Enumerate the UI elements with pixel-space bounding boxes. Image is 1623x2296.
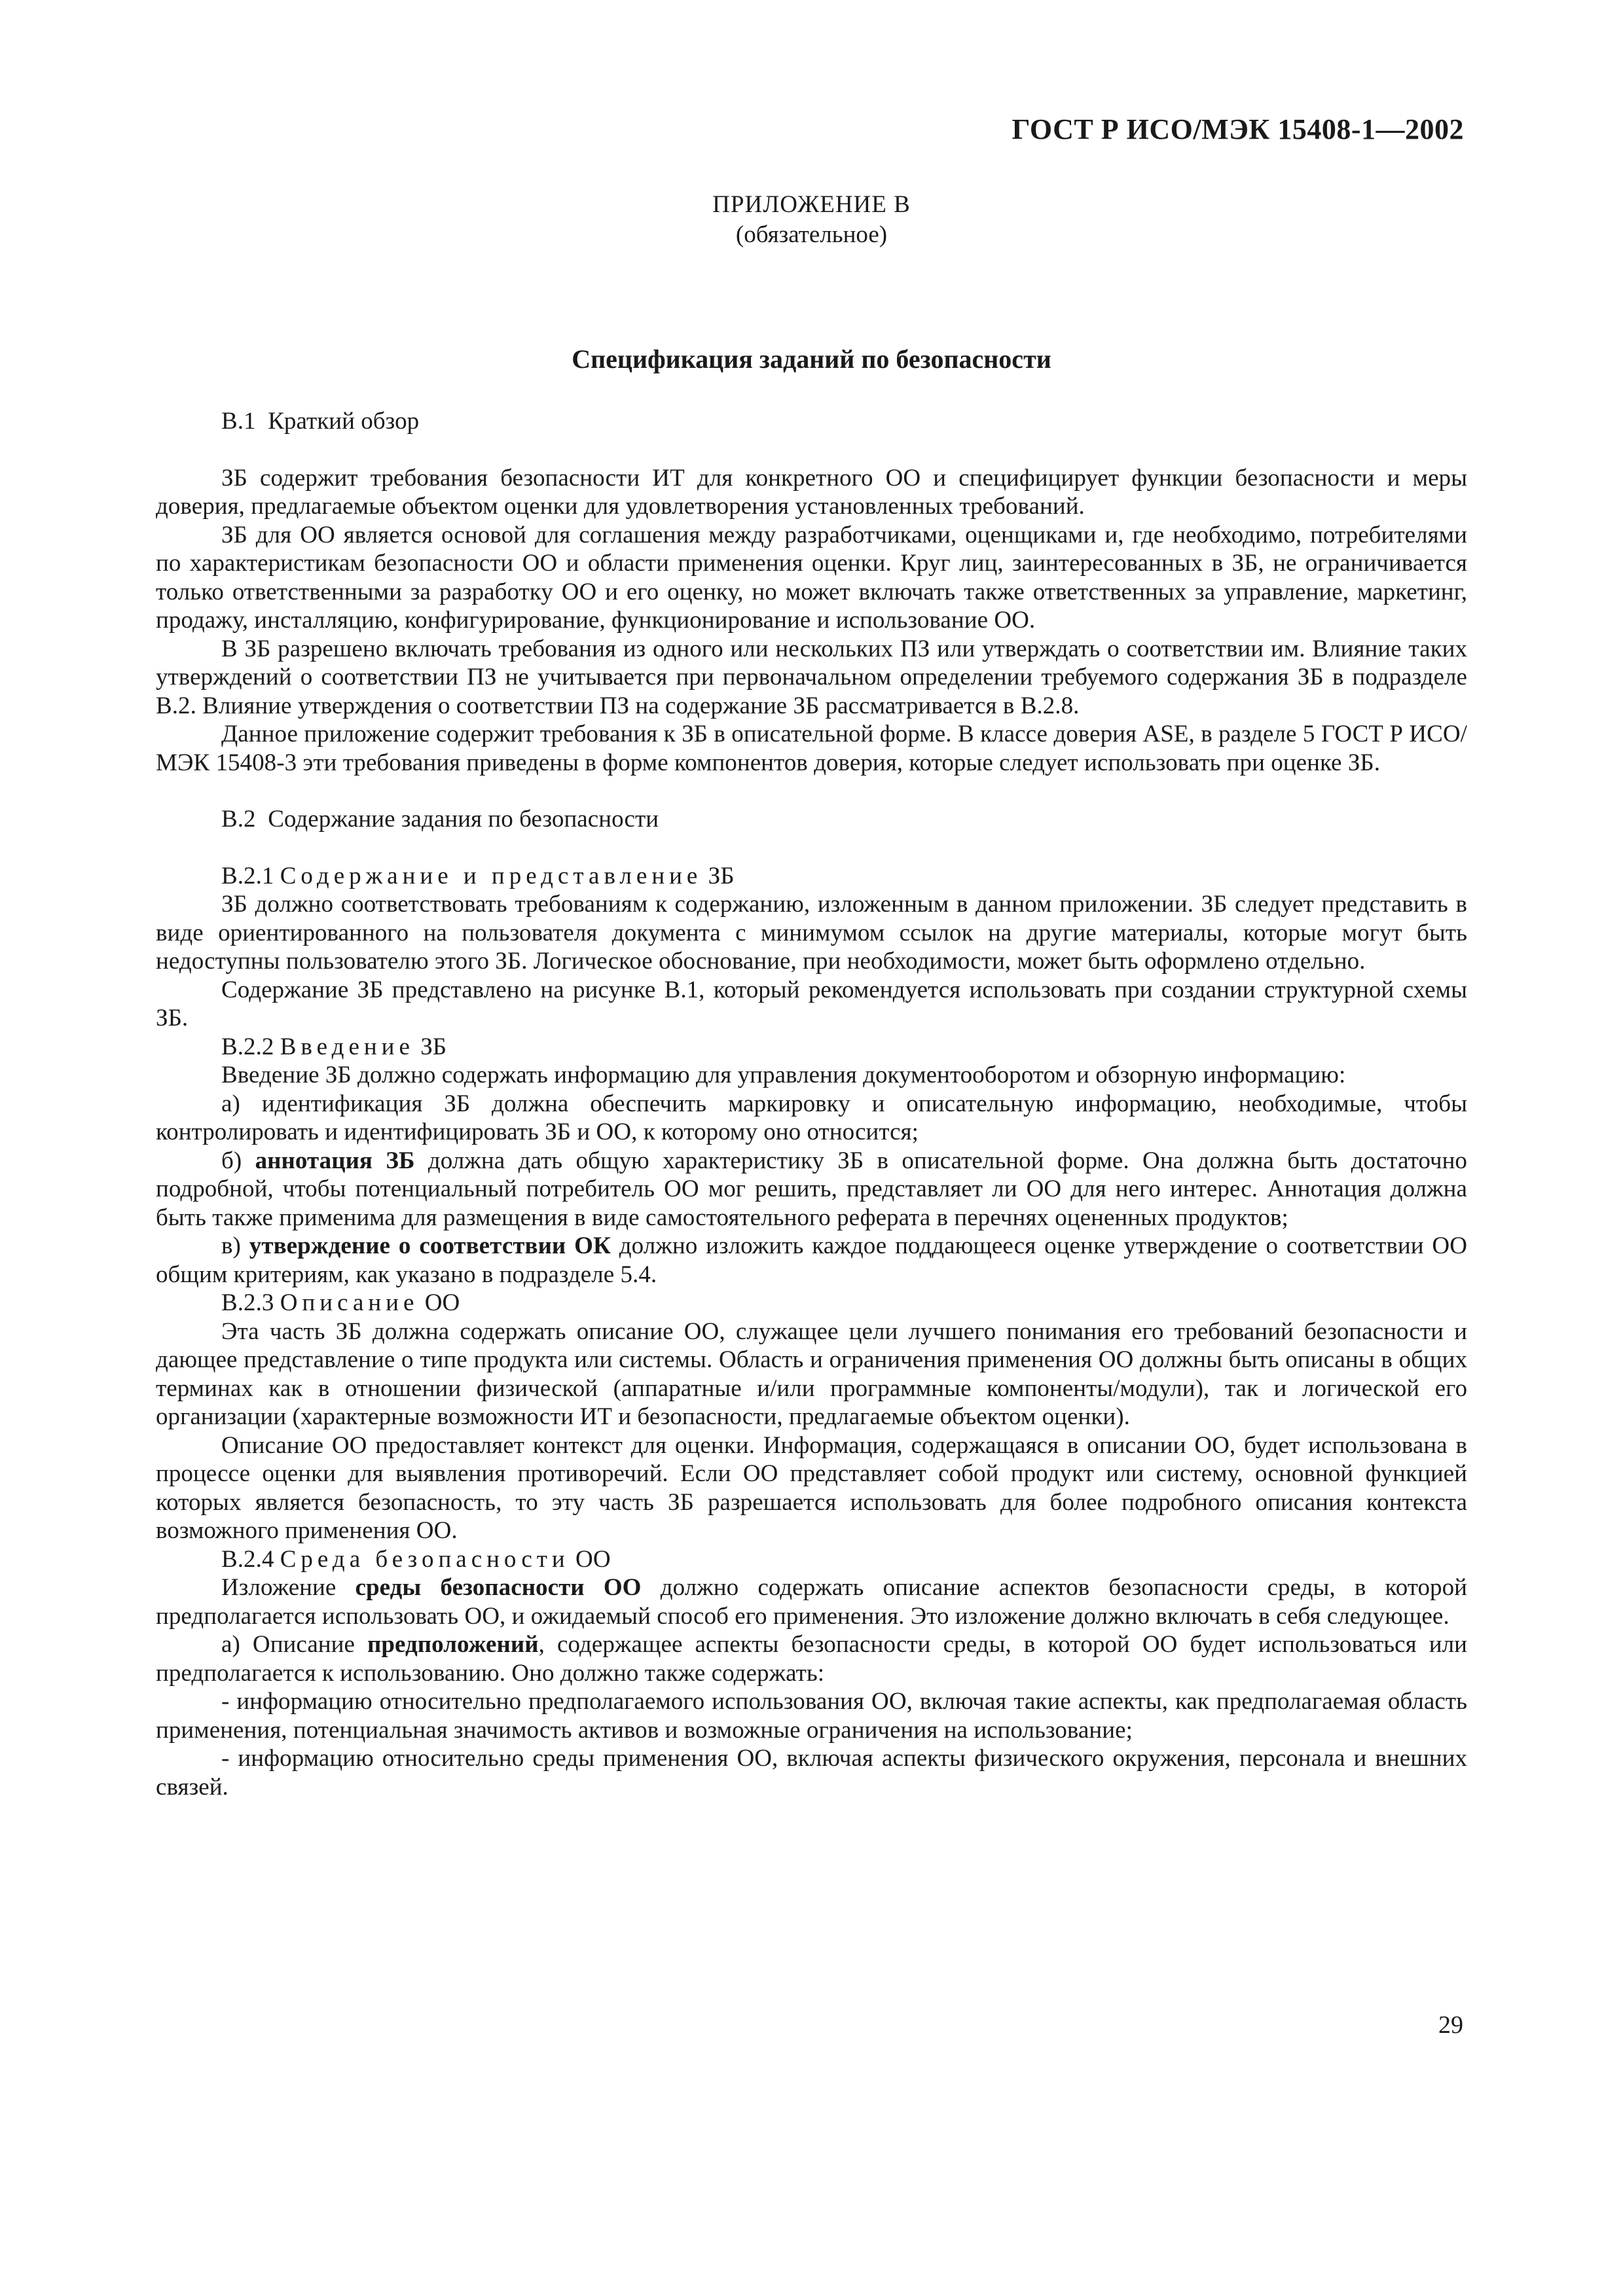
paragraph-b1-4: Данное приложение содержит требования к ЗБ в описательной форме. В классе доверия ASE, в разделе 5 ГОСТ Р ИСО/МЭК 15408-3 эти требования приведены в форме компонентов доверия, которые следует использовать при оценке ЗБ. xyxy=(156,721,1467,776)
term-security-environment: среды безопасности ОО xyxy=(355,1574,642,1601)
heading-b24 xyxy=(156,1545,1467,1574)
paragraph-b22-1: Введение ЗБ должно содержать информацию для управления документооборотом и обзорную информацию: xyxy=(221,1062,1346,1088)
paragraph-b1-1: ЗБ содержит требования безопасности ИТ для конкретного ОО и специфицирует функции безопасности и меры доверия, предлагаемые объектом оценки для удовлетворения установленных требований. xyxy=(156,464,1467,520)
paragraph-b24-1 xyxy=(156,1573,1467,1630)
heading-b1 xyxy=(156,407,1467,436)
heading-b2-number: В.2 xyxy=(221,806,256,833)
paragraph-b21-2: Содержание ЗБ представлено на рисунке В.1, который рекомендуется использовать при создании структурной схемы ЗБ. xyxy=(156,976,1467,1031)
heading-b2 xyxy=(156,805,1467,834)
appendix-subtitle: (обязательное) xyxy=(735,221,888,248)
paragraph-b24-1-lead: Изложение xyxy=(221,1574,337,1601)
heading-b22-number: В.2.2 xyxy=(221,1033,274,1060)
heading-b1-number: В.1 xyxy=(221,408,256,435)
heading-b2-title: Содержание задания по безопасности xyxy=(268,806,659,833)
heading-b24-title-tail: ОО xyxy=(575,1545,611,1573)
paragraph-b23-1: Эта часть ЗБ должна содержать описание ОО, служащее цели лучшего понимания его требований безопасности и дающее представление о типе продукта или системы. Область и ограничения применения ОО должны быть описаны в общих терминах как в отношении физической (аппаратные и/или программные компоненты/модули), так и логической его организации (характерные возможности ИТ и безопасности, предлагаемые объектом оценки). xyxy=(156,1318,1467,1430)
heading-b21-title-tail: ЗБ xyxy=(708,862,735,889)
paragraph-b1-2: ЗБ для ОО является основой для соглашения между разработчиками, оценщиками и, где необходимо, потребителями по характеристикам безопасности ОО и области применения оценки. Круг лиц, заинтересованных в ЗБ, не ограничивается только ответственными за разработку ОО и его оценку, но может включать также ответственных за управление, маркетинг, продажу, инсталляцию, конфигурирование, функционирование и использование ОО. xyxy=(156,521,1467,634)
heading-b21-number: В.2.1 xyxy=(221,862,274,889)
paragraph-b23-2: Описание ОО предоставляет контекст для оценки. Информация, содержащаяся в описании ОО, будет использована в процессе оценки для выявления противоречий. Если ОО представляет собой продукт или систему, основной функцией которых является безопасность, то эту часть ЗБ разрешается использовать для более подробного описания контекста возможного применения ОО. xyxy=(156,1431,1467,1544)
list-item-b24-a-text: , содержащее аспекты безопасности среды, в которой ОО будет использоваться или предполагается к использованию. Оно должно также содержать: xyxy=(156,1631,1467,1687)
paragraph-b24-1-text: должно содержать описание аспектов безопасности среды, в которой предполагается использовать ОО, и ожидаемый способ его применения. Это изложение должно включать в себя следующее. xyxy=(156,1574,1467,1630)
dash-item-b24-2: - информацию относительно среды применения ОО, включая аспекты физического окружения, персонала и внешних связей. xyxy=(156,1745,1467,1801)
list-item-b24-a-lead: а) Описание xyxy=(221,1631,355,1658)
list-item-b22-b-text: должна дать общую характеристику ЗБ в описательной форме. Она должна быть достаточно подробной, чтобы потенциальный потребитель ОО мог решить, представляет ли ОО для него интерес. Аннотация должна быть также применима для размещения в виде самостоятельного реферата в перечнях оцененных продуктов; xyxy=(156,1147,1467,1231)
term-conformance-claim: утверждение о соответствии ОК xyxy=(249,1232,611,1259)
heading-b22-title-tail: ЗБ xyxy=(420,1033,447,1060)
heading-b23-title: Описание xyxy=(280,1289,419,1316)
heading-b1-title: Краткий обзор xyxy=(268,408,420,435)
heading-b22-title: Введение xyxy=(280,1033,414,1060)
heading-b21-title: Содержание и представление xyxy=(280,862,702,889)
heading-b23-number: В.2.3 xyxy=(221,1289,274,1316)
list-item-b22-b-marker: б) xyxy=(221,1147,242,1174)
term-annotation: аннотация ЗБ xyxy=(255,1147,415,1174)
appendix-title: ПРИЛОЖЕНИЕ В xyxy=(712,191,911,218)
section-title: Спецификация заданий по безопасности xyxy=(572,344,1051,374)
heading-b21 xyxy=(156,862,1467,891)
list-item-b22-b xyxy=(156,1147,1467,1232)
heading-b24-title: Среда безопасности xyxy=(280,1545,570,1573)
list-item-b22-c xyxy=(156,1232,1467,1289)
heading-b23-title-tail: ОО xyxy=(424,1289,460,1316)
document-code-header: ГОСТ Р ИСО/МЭК 15408-1—2002 xyxy=(1012,113,1464,145)
dash-item-b24-1: - информацию относительно предполагаемого использования ОО, включая такие аспекты, как предполагаемая область применения, потенциальная значимость активов и возможные ограничения на использование; xyxy=(156,1688,1467,1744)
paragraph-b1-3: В ЗБ разрешено включать требования из одного или нескольких ПЗ или утверждать о соответствии им. Влияние таких утверждений о соответствии ПЗ не учитывается при первоначальном определении требуемого содержания ЗБ в подразделе В.2. Влияние утверждения о соответствии ПЗ на содержание ЗБ рассматривается в В.2.8. xyxy=(156,635,1467,719)
list-item-b22-a: а) идентификация ЗБ должна обеспечить маркировку и описательную информацию, необходимые, чтобы контролировать и идентифицировать ЗБ и ОО, к которому оно относится; xyxy=(156,1090,1467,1145)
page-number: 29 xyxy=(1438,2011,1463,2039)
list-item-b24-a xyxy=(156,1630,1467,1687)
heading-b22 xyxy=(156,1033,1467,1062)
term-assumptions: предположений xyxy=(367,1631,539,1658)
heading-b24-number: В.2.4 xyxy=(221,1545,274,1573)
heading-b23 xyxy=(156,1289,1467,1318)
appendix-heading xyxy=(0,190,1623,250)
list-item-b22-c-text: должно изложить каждое поддающееся оценке утверждение о соответствии ОО общим критериям, как указано в подразделе 5.4. xyxy=(156,1232,1467,1288)
list-item-b22-c-marker: в) xyxy=(221,1232,241,1259)
document-body xyxy=(156,407,1467,1801)
paragraph-b21-1: ЗБ должно соответствовать требованиям к содержанию, изложенным в данном приложении. ЗБ следует представить в виде ориентированного на пользователя документа с минимумом ссылок на другие материалы, которые могут быть недоступны пользователю этого ЗБ. Логическое обоснование, при необходимости, может быть оформлено отдельно. xyxy=(156,891,1467,975)
